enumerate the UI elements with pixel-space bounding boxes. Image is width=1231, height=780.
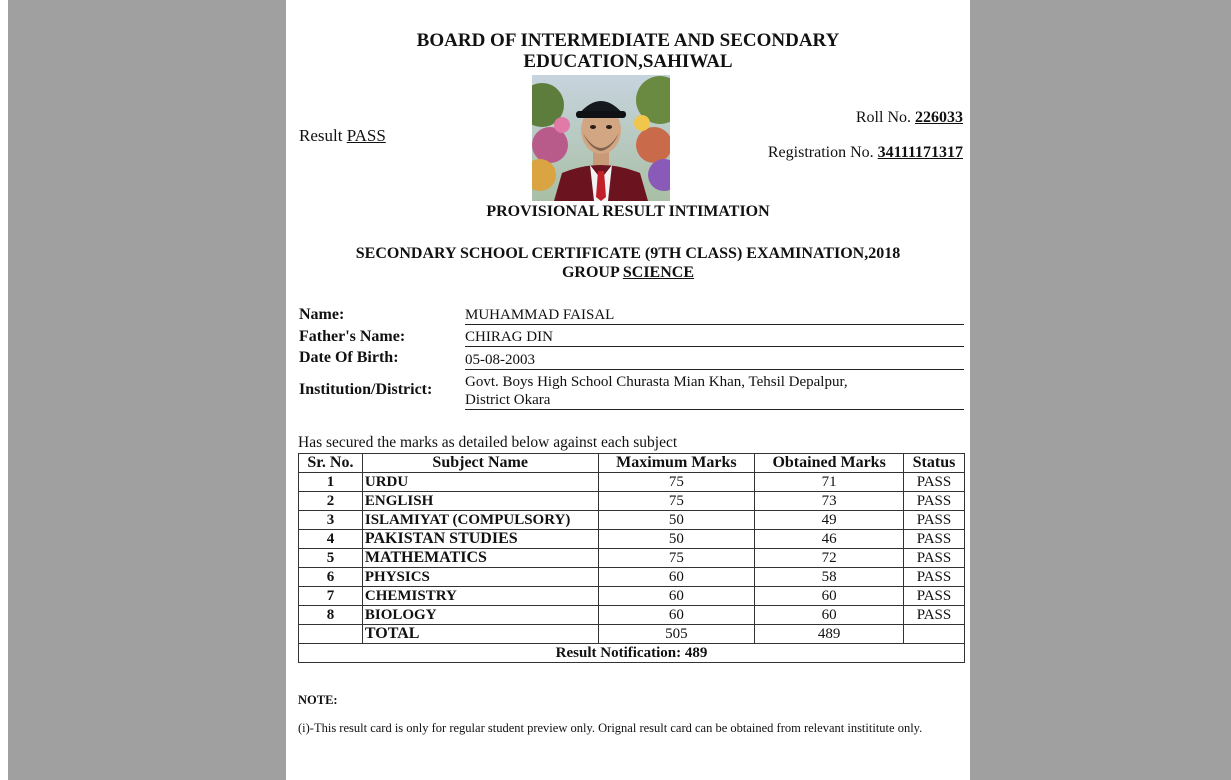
sr-no: 7 — [299, 587, 363, 606]
header-status: Status — [904, 454, 965, 473]
institution-line1: Govt. Boys High School Churasta Mian Khan, Tehsil Depalpur, — [465, 374, 848, 390]
total-row — [299, 625, 965, 644]
status: PASS — [904, 587, 965, 606]
note-text: (i)-This result card is only for regular student preview only. Orignal result card can be obtained from relevant instititute only. — [298, 721, 923, 735]
max-marks: 50 — [598, 511, 755, 530]
table-row — [299, 568, 965, 587]
subject-name: MATHEMATICS — [362, 549, 598, 568]
status: PASS — [904, 492, 965, 511]
sr-no: 8 — [299, 606, 363, 625]
table-row — [299, 606, 965, 625]
name-label: Name: — [299, 306, 345, 323]
sr-no: 1 — [299, 473, 363, 492]
status: PASS — [904, 549, 965, 568]
obtained-marks: 71 — [755, 473, 904, 492]
status: PASS — [904, 606, 965, 625]
institution-value — [465, 373, 964, 410]
dob-label: Date Of Birth: — [299, 349, 399, 366]
header-obtained-marks: Obtained Marks — [755, 454, 904, 473]
subject-name: ISLAMIYAT (COMPULSORY) — [362, 511, 598, 530]
result-status — [299, 126, 386, 146]
subject-name: PAKISTAN STUDIES — [362, 530, 598, 549]
obtained-marks: 60 — [755, 606, 904, 625]
table-row — [299, 492, 965, 511]
table-row — [299, 473, 965, 492]
status: PASS — [904, 473, 965, 492]
sr-no: 3 — [299, 511, 363, 530]
total-status-blank — [904, 625, 965, 644]
roll-label: Roll No. — [855, 109, 911, 126]
sr-no: 4 — [299, 530, 363, 549]
table-row — [299, 511, 965, 530]
result-label: Result — [299, 126, 343, 145]
roll-value: 226033 — [915, 109, 963, 126]
result-card-page — [286, 0, 970, 780]
status: PASS — [904, 568, 965, 587]
subject-name: ENGLISH — [362, 492, 598, 511]
exam-title: SECONDARY SCHOOL CERTIFICATE (9TH CLASS) EXAMINATION,2018 — [355, 245, 901, 262]
marks-intro: Has secured the marks as detailed below against each subject — [298, 434, 678, 451]
group-label: GROUP — [561, 264, 619, 281]
obtained-marks: 49 — [755, 511, 904, 530]
marks-header-row — [299, 454, 965, 473]
subject-name: CHEMISTRY — [362, 587, 598, 606]
board-title-line1: BOARD OF INTERMEDIATE AND SECONDARY — [416, 30, 840, 51]
subject-name: URDU — [362, 473, 598, 492]
header-max-marks: Maximum Marks — [598, 454, 755, 473]
subject-name: BIOLOGY — [362, 606, 598, 625]
sr-no: 5 — [299, 549, 363, 568]
status: PASS — [904, 511, 965, 530]
name-value: MUHAMMAD FAISAL — [465, 306, 964, 325]
status: PASS — [904, 530, 965, 549]
sr-no: 2 — [299, 492, 363, 511]
total-obtained-marks: 489 — [755, 625, 904, 644]
table-row — [299, 530, 965, 549]
total-label: TOTAL — [362, 625, 598, 644]
exam-heading — [286, 244, 970, 282]
table-row — [299, 587, 965, 606]
max-marks: 75 — [598, 473, 755, 492]
max-marks: 75 — [598, 549, 755, 568]
result-notification: Result Notification: 489 — [299, 644, 965, 663]
max-marks: 60 — [598, 568, 755, 587]
institution-line2: District Okara — [465, 392, 551, 408]
obtained-marks: 46 — [755, 530, 904, 549]
intimation-title: PROVISIONAL RESULT INTIMATION — [486, 203, 770, 220]
roll-number — [856, 109, 963, 127]
group-value: SCIENCE — [622, 264, 695, 281]
father-label: Father's Name: — [299, 328, 406, 345]
max-marks: 60 — [598, 587, 755, 606]
registration-label: Registration No. — [767, 144, 874, 161]
exam-group — [286, 263, 970, 282]
obtained-marks: 58 — [755, 568, 904, 587]
obtained-marks: 60 — [755, 587, 904, 606]
note-label: NOTE: — [298, 693, 338, 707]
max-marks: 60 — [598, 606, 755, 625]
sr-no: 6 — [299, 568, 363, 587]
board-title-line2: EDUCATION,SAHIWAL — [523, 51, 733, 72]
dob-value: 05-08-2003 — [465, 351, 964, 370]
total-max-marks: 505 — [598, 625, 755, 644]
father-value: CHIRAG DIN — [465, 328, 964, 347]
registration-value: 34111171317 — [877, 144, 963, 161]
max-marks: 50 — [598, 530, 755, 549]
header-subject: Subject Name — [362, 454, 598, 473]
registration-number — [768, 144, 963, 162]
result-value: PASS — [346, 126, 386, 145]
subject-name: PHYSICS — [362, 568, 598, 587]
document-viewer[interactable] — [8, 0, 1231, 780]
student-photo — [532, 75, 670, 201]
notification-row — [299, 644, 965, 663]
max-marks: 75 — [598, 492, 755, 511]
obtained-marks: 73 — [755, 492, 904, 511]
obtained-marks: 72 — [755, 549, 904, 568]
total-sr-blank — [299, 625, 363, 644]
board-title — [286, 30, 970, 72]
marks-table — [298, 453, 965, 663]
table-row — [299, 549, 965, 568]
institution-label: Institution/District: — [299, 381, 433, 398]
header-sr-no: Sr. No. — [299, 454, 363, 473]
